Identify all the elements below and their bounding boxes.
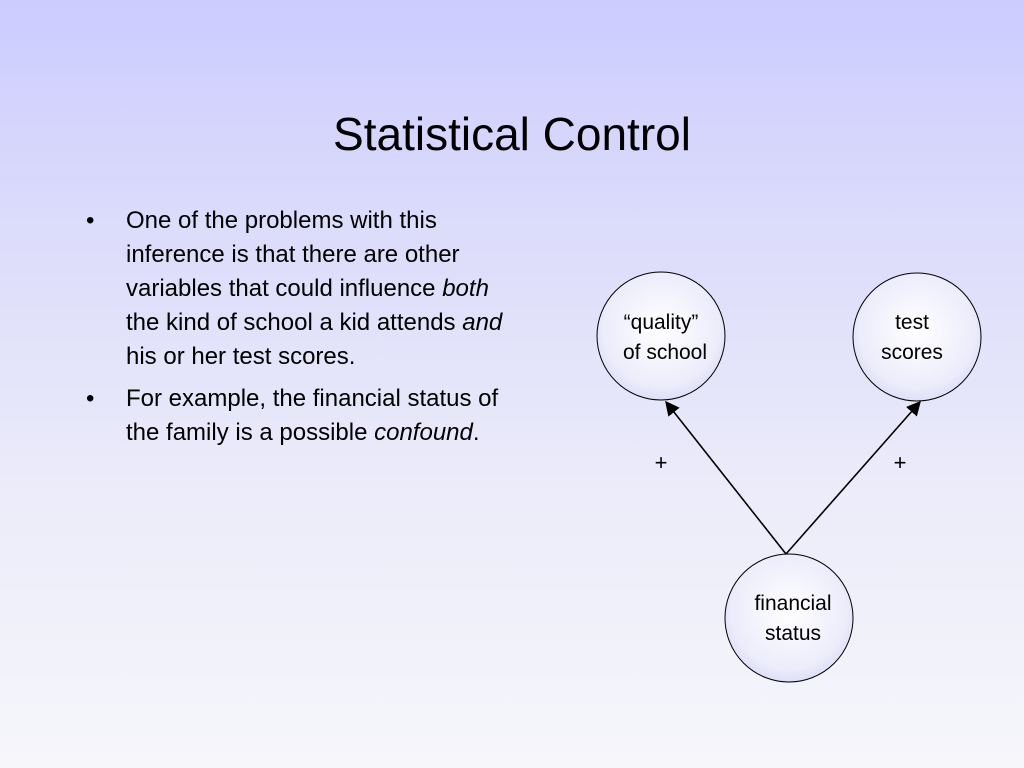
- bullet-text: the kind of school a kid attends: [126, 309, 463, 336]
- edge-sign-quality: +: [654, 450, 668, 475]
- bullet-text: One of the problems with this inference is that there are other variables that could influence: [126, 207, 460, 302]
- bullet-marker: •: [86, 385, 95, 412]
- bullet-text: For example, the financial status of the family is a possible: [126, 385, 499, 446]
- node-circle: [853, 273, 981, 401]
- edge-financial-to-quality: [666, 402, 786, 554]
- node-label-line2: status: [764, 622, 822, 645]
- bullet-text: his or her test scores.: [126, 343, 356, 370]
- node-label-line2: of school: [622, 341, 708, 364]
- node-label-line2: scores: [881, 341, 943, 364]
- emphasis-confound: confound: [374, 419, 473, 446]
- node-label-line1: “quality”: [623, 311, 699, 334]
- node-financial-status: [725, 554, 853, 682]
- node-circle: [597, 272, 725, 400]
- bullet-marker: •: [86, 207, 95, 234]
- slide-title: Statistical Control: [333, 108, 691, 160]
- emphasis-both: both: [442, 275, 489, 302]
- node-label-line1: financial: [754, 592, 832, 615]
- node-circle: [725, 554, 853, 682]
- emphasis-and: and: [462, 309, 503, 336]
- edge-sign-test: +: [893, 450, 907, 475]
- bullet-text: .: [472, 419, 480, 446]
- node-test-scores: [853, 273, 981, 401]
- edge-financial-to-test: [786, 402, 920, 554]
- node-quality-of-school: [597, 272, 725, 400]
- node-label-line1: test: [895, 311, 929, 334]
